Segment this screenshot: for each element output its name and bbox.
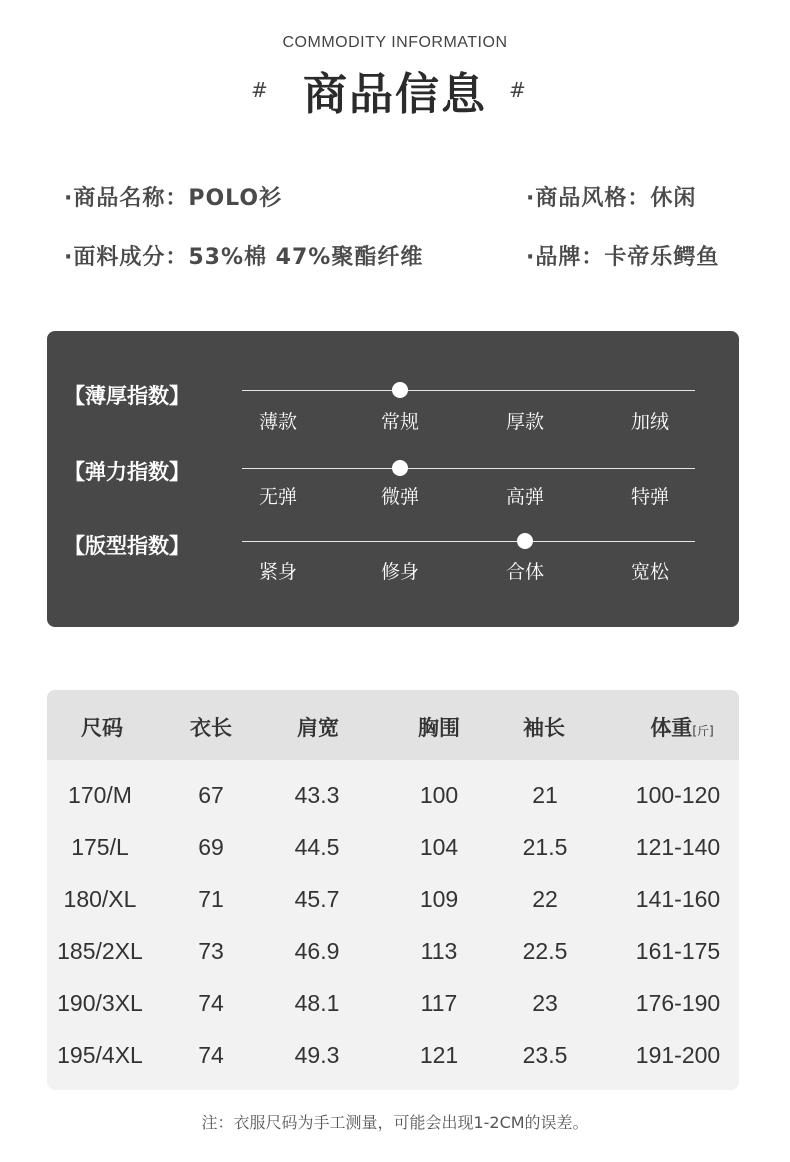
- table-cell: 100: [419, 782, 459, 808]
- index-track-elasticity: [242, 468, 695, 469]
- table-cell: 190/3XL: [57, 990, 143, 1016]
- index-option: 常规: [380, 411, 419, 433]
- hash-right: #: [509, 78, 526, 102]
- table-cell: 180/XL: [63, 886, 137, 912]
- table-cell: 22: [532, 886, 558, 912]
- table-cell: 74: [198, 990, 224, 1016]
- table-cell: 49.3: [294, 1042, 340, 1068]
- english-title: COMMODITY INFORMATION: [282, 34, 508, 51]
- index-option: 修身: [380, 561, 419, 583]
- header-sleeve: 袖长: [523, 716, 565, 740]
- table-cell: 195/4XL: [57, 1042, 143, 1068]
- index-label-fit: 【版型指数】: [64, 534, 190, 558]
- size-table-header: [47, 690, 739, 760]
- table-cell: 185/2XL: [57, 938, 143, 964]
- index-option: 紧身: [258, 561, 297, 583]
- table-cell: 141-160: [635, 886, 721, 912]
- product-brand: ·品牌：卡帝乐鳄鱼: [526, 245, 720, 270]
- header-shoulder: 肩宽: [297, 716, 339, 740]
- index-option: 宽松: [630, 561, 669, 583]
- header-length: 衣长: [190, 716, 232, 740]
- size-table: [47, 690, 739, 1090]
- index-marker-fit: [517, 533, 533, 549]
- table-cell: 21.5: [522, 834, 568, 860]
- measurement-note: 注：衣服尺码为手工测量，可能会出现1-2CM的误差。: [201, 1113, 589, 1132]
- table-cell: 191-200: [635, 1042, 721, 1068]
- table-cell: 170/M: [68, 782, 132, 808]
- index-option: 微弹: [380, 486, 419, 508]
- table-cell: 44.5: [294, 834, 340, 860]
- table-cell: 109: [419, 886, 459, 912]
- index-option: 合体: [505, 561, 544, 583]
- table-cell: 45.7: [294, 886, 340, 912]
- index-option: 薄款: [258, 411, 297, 433]
- table-cell: 100-120: [635, 782, 721, 808]
- table-cell: 46.9: [294, 938, 340, 964]
- hash-left: #: [251, 78, 268, 102]
- table-cell: 175/L: [71, 834, 129, 860]
- index-option: 厚款: [505, 411, 544, 433]
- header-weight-unit: [斤]: [692, 724, 714, 738]
- table-cell: 43.3: [294, 782, 340, 808]
- index-track-thickness: [242, 390, 695, 391]
- table-cell: 23: [532, 990, 558, 1016]
- index-option: 特弹: [630, 486, 669, 508]
- table-cell: 73: [198, 938, 224, 964]
- index-option: 加绒: [630, 411, 669, 433]
- table-cell: 121: [419, 1042, 459, 1068]
- table-cell: 161-175: [635, 938, 721, 964]
- table-cell: 22.5: [522, 938, 568, 964]
- header-chest: 胸围: [418, 716, 460, 740]
- table-cell: 121-140: [635, 834, 721, 860]
- header-size: 尺码: [81, 716, 123, 740]
- table-cell: 48.1: [294, 990, 340, 1016]
- product-fabric: ·面料成分：53%棉 47%聚酯纤维: [64, 245, 424, 270]
- table-cell: 176-190: [635, 990, 721, 1016]
- chinese-title: 商品信息: [303, 69, 487, 120]
- product-name: ·商品名称：POLO衫: [64, 186, 283, 211]
- table-cell: 67: [198, 782, 224, 808]
- index-marker-thickness: [392, 382, 408, 398]
- table-cell: 74: [198, 1042, 224, 1068]
- product-style: ·商品风格：休闲: [526, 186, 697, 211]
- index-option: 高弹: [505, 486, 544, 508]
- header-weight: [627, 712, 737, 742]
- table-cell: 104: [419, 834, 459, 860]
- index-track-fit: [242, 541, 695, 542]
- index-label-thickness: 【薄厚指数】: [64, 384, 190, 408]
- index-marker-elasticity: [392, 460, 408, 476]
- table-cell: 71: [198, 886, 224, 912]
- index-option: 无弹: [258, 486, 297, 508]
- table-cell: 113: [420, 938, 458, 964]
- index-label-elasticity: 【弹力指数】: [64, 460, 190, 484]
- table-cell: 23.5: [522, 1042, 568, 1068]
- header-weight-label: 体重: [650, 716, 693, 740]
- table-cell: 21: [532, 782, 558, 808]
- table-cell: 69: [198, 834, 224, 860]
- table-cell: 117: [420, 990, 458, 1016]
